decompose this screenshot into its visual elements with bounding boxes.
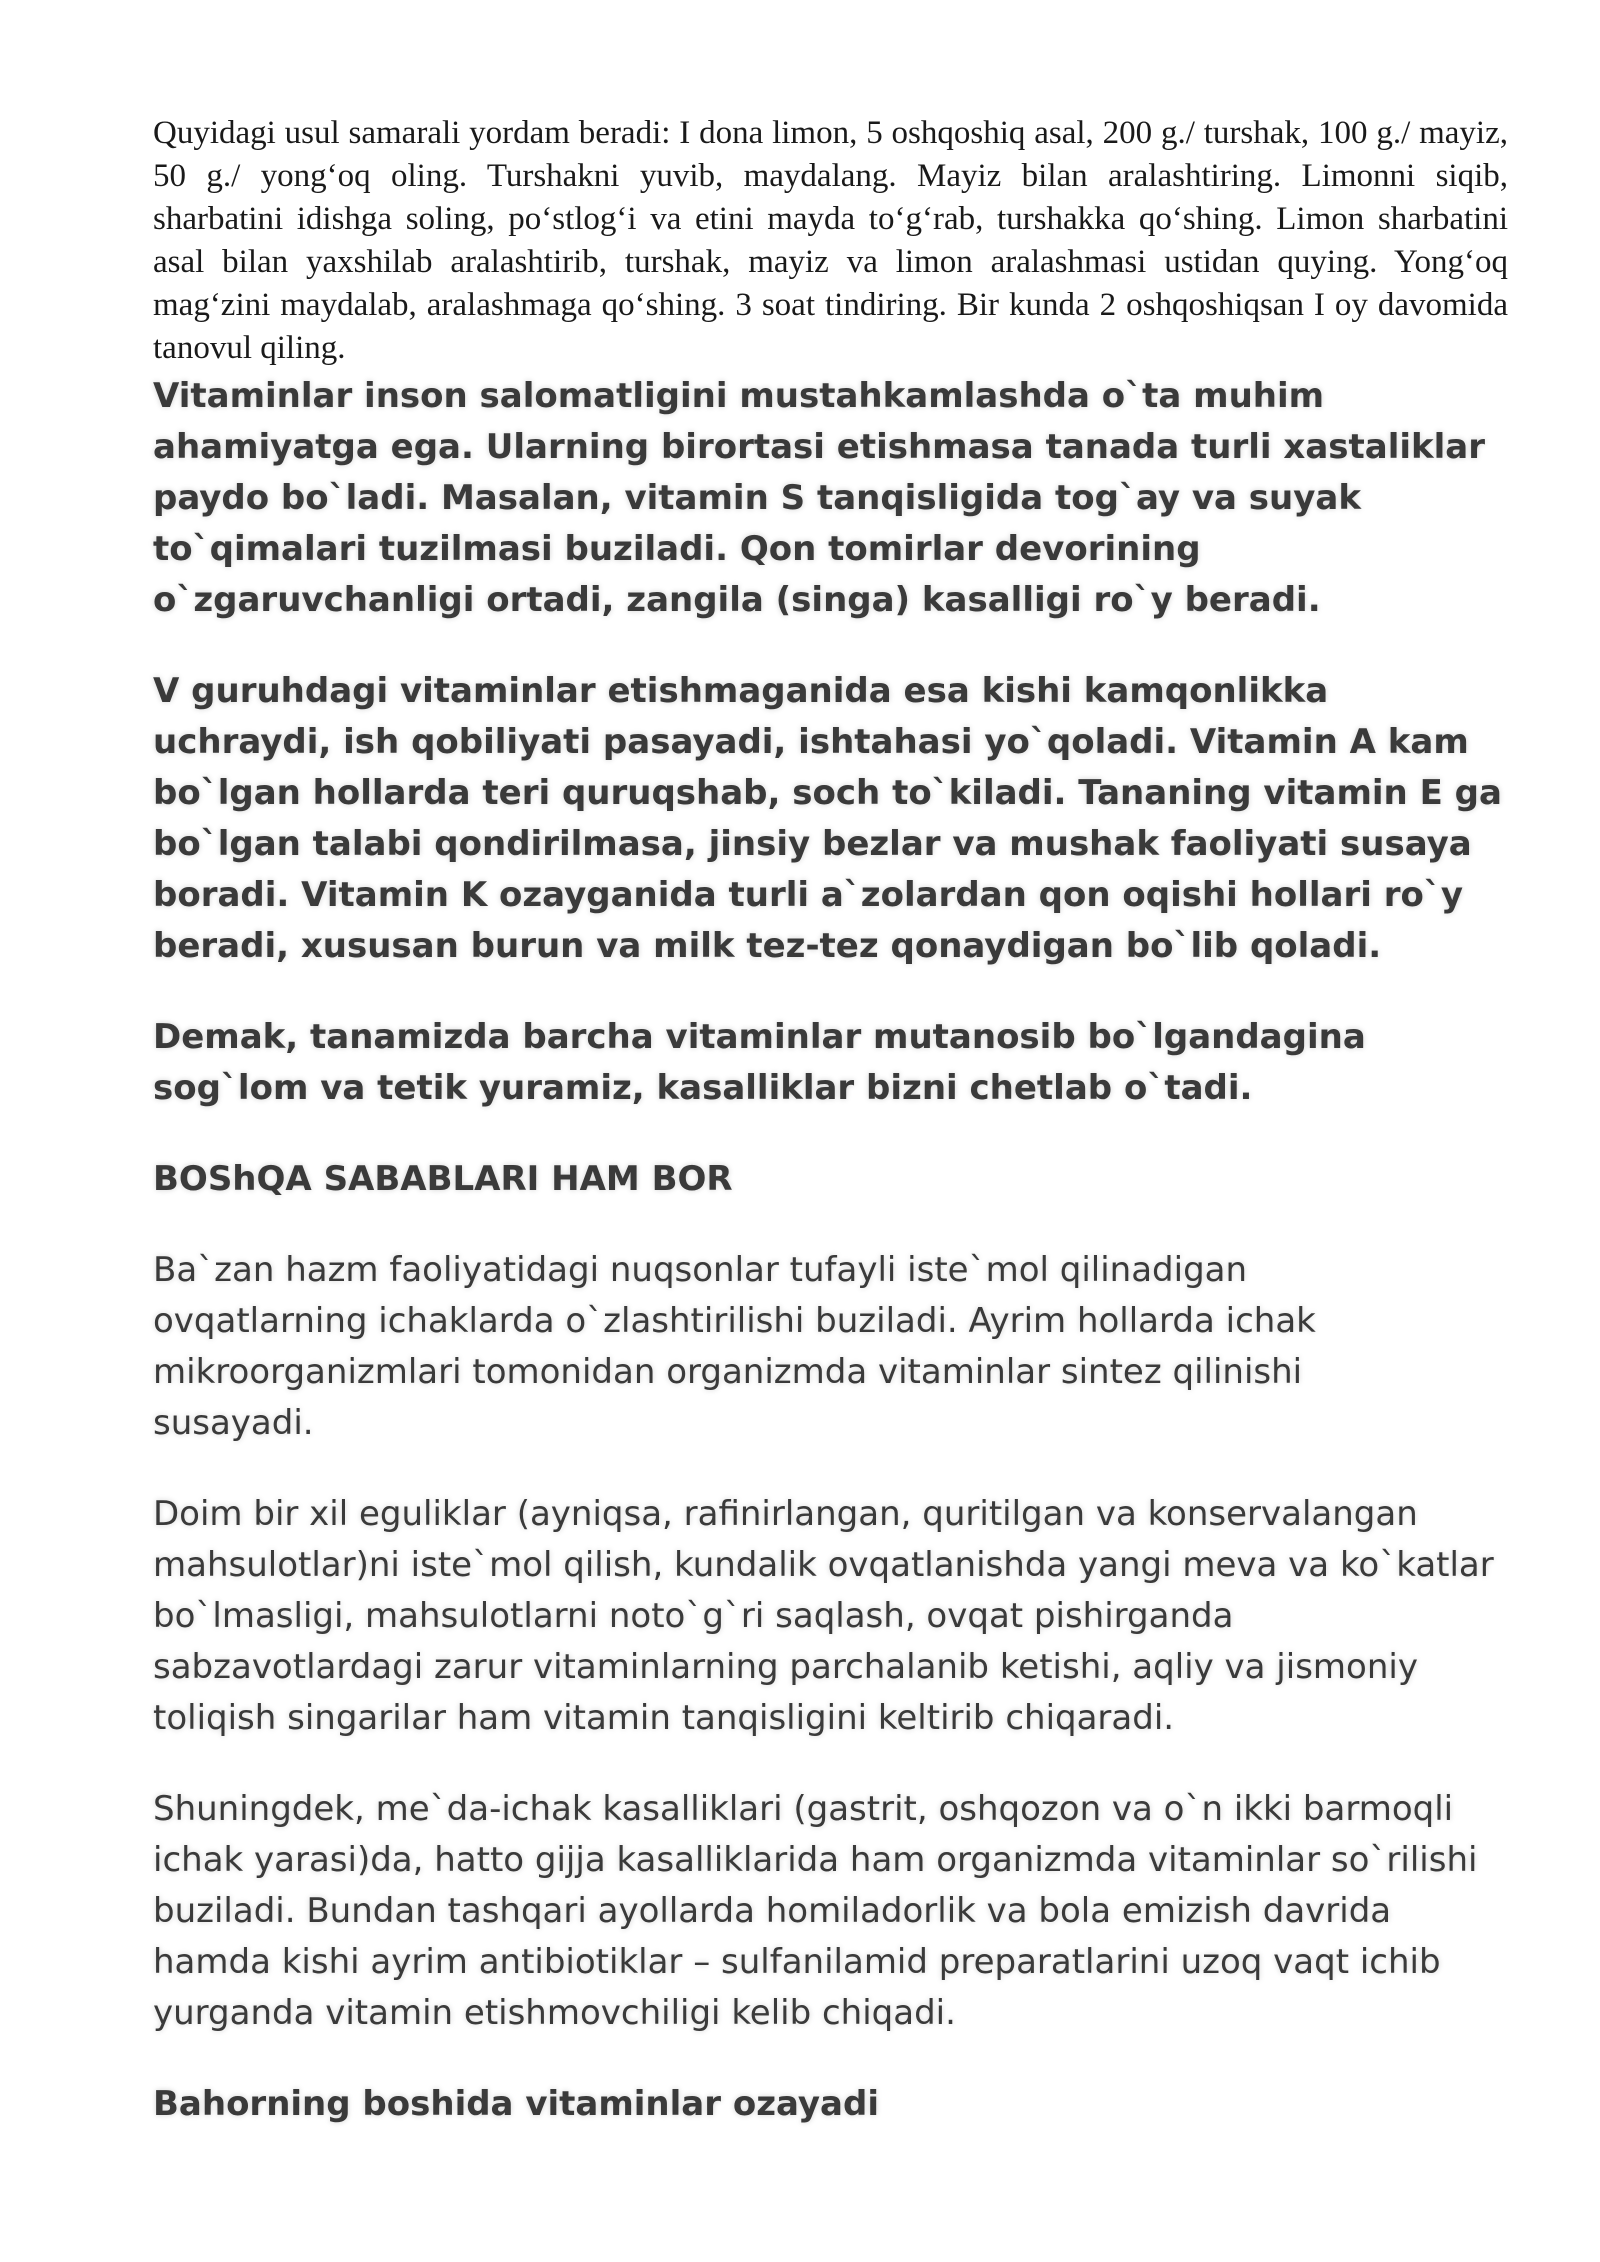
vitamins-importance-paragraph: Vitaminlar inson salomatligini mustahkamlashda o`ta muhim ahamiyatga ega. Ularning birortasi etishmasa tanada turli xastaliklar paydo bo`ladi. Masalan, vitamin S tanqisligida tog`ay va suyak to`qimalari tuzilmasi buziladi. Qon tomirlar devorining o`zgaruvchanligi ortadi, zangila (singa) kasalligi ro`y beradi. <box>153 376 1485 620</box>
digestion-paragraph: Ba`zan hazm faoliyatidagi nuqsonlar tufayli iste`mol qilinadigan ovqatlarning ichaklarda o`zlashtirilishi buziladi. Ayrim hollarda ichak mikroorganizmlari tomonidan organizmda vitaminlar sintez qilinishi susayadi. <box>153 1250 1316 1443</box>
conclusion-paragraph: Demak, tanamizda barcha vitaminlar mutanosib bo`lgandagina sog`lom va tetik yuramiz, kasalliklar bizni chetlab o`tadi. <box>153 1017 1366 1108</box>
diseases-paragraph: Shuningdek, me`da-ichak kasalliklari (gastrit, oshqozon va o`n ikki barmoqli ichak yarasi)da, hatto gijja kasalliklarida ham organizmda vitaminlar so`rilishi buziladi. Bundan tashqari ayollarda homiladorlik va bola emizish davrida hamda kishi ayrim antibiotiklar – sulfanilamid preparatlarini uzoq vaqt ichib yurganda vitamin etishmovchiligi kelib chiqadi. <box>153 1789 1478 2033</box>
v-group-vitamins-paragraph: V guruhdagi vitaminlar etishmaganida esa kishi kamqonlikka uchraydi, ish qobiliyati pasayadi, ishtahasi yo`qoladi. Vitamin A kam bo`lgan hollarda teri quruqshab, soch to`kiladi. Tananing vitamin E ga bo`lgan talabi qondirilmasa, jinsiy bezlar va mushak faoliyati susaya boradi. Vitamin K ozayganida turli a`zolardan qon oqishi hollari ro`y beradi, xususan burun va milk tez-tez qonaydigan bo`lib qoladi. <box>153 671 1502 966</box>
section-heading-other-reasons: BOShQA SABABLARI HAM BOR <box>153 1159 733 1199</box>
section-heading-spring: Bahorning boshida vitaminlar ozayadi <box>153 2084 879 2124</box>
diet-paragraph: Doim bir xil eguliklar (ayniqsa, rafinirlangan, quritilgan va konservalangan mahsulotlar)ni iste`mol qilish, kundalik ovqatlanishda yangi meva va ko`katlar bo`lmasligi, mahsulotlarni noto`g`ri saqlash, ovqat pishirganda sabzavotlardagi zarur vitaminlarning parchalanib ketishi, aqliy va jismoniy toliqish singarilar ham vitamin tanqisligini keltirib chiqaradi. <box>153 1494 1494 1738</box>
document-body <box>153 112 1508 2130</box>
recipe-paragraph: Quyidagi usul samarali yordam beradi: I dona limon, 5 oshqoshiq asal, 200 g./ turshak, 100 g./ mayiz, 50 g./ yong‘oq oling. Turshakni yuvib, maydalang. Mayiz bilan aralashtiring. Limonni siqib, sharbatini idishga soling, po‘stlog‘i va etini mayda to‘g‘rab, turshakka qo‘shing. Limon sharbatini asal bilan yaxshilab aralashtirib, turshak, mayiz va limon aralashmasi ustidan quying. Yong‘oq mag‘zini maydalab, aralashmaga qo‘shing. 3 soat tindiring. Bir kunda 2 oshqoshiqsan I oy davomida tanovul qiling. <box>153 115 1508 366</box>
